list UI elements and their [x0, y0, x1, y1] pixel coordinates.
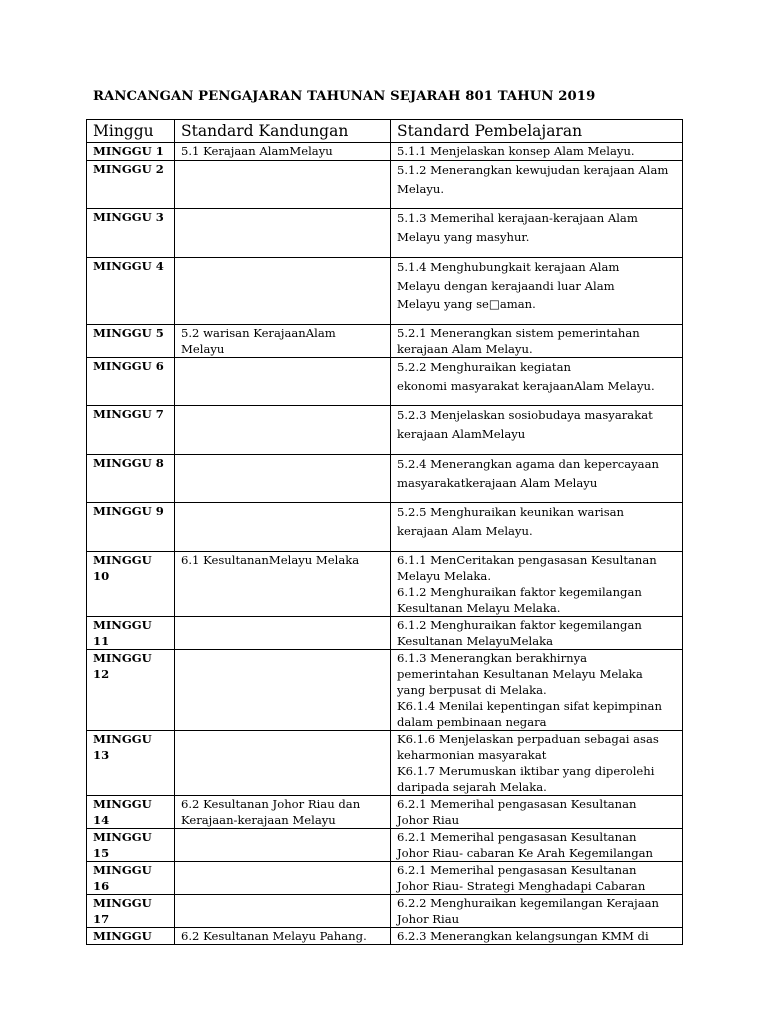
cell-line: 6.2.1 Memerihal pengasasan Kesultanan: [397, 797, 637, 811]
cell-line: MINGGU 5: [93, 326, 164, 340]
cell-line: Melayu: [181, 342, 225, 356]
cell-line: 5.2.2 Menghuraikan kegiatan: [397, 360, 571, 374]
table-row: [87, 209, 683, 258]
standard-pembelajaran-cell: [391, 552, 683, 617]
table-header-row: [87, 120, 683, 143]
cell-line: 6.2.1 Memerihal pengasasan Kesultanan: [397, 830, 637, 844]
cell-line: 5.1.2 Menerangkan kewujudan kerajaan Alam: [397, 163, 669, 177]
standard-kandungan-cell: [175, 928, 391, 945]
standard-pembelajaran-cell: [391, 455, 683, 503]
cell-line: 17: [93, 912, 110, 926]
standard-pembelajaran-cell: [391, 143, 683, 161]
cell-line: 5.1.3 Memerihal kerajaan-kerajaan Alam: [397, 211, 638, 225]
cell-line: 5.2.4 Menerangkan agama dan kepercayaan: [397, 457, 659, 471]
standard-kandungan-cell: [175, 258, 391, 325]
standard-pembelajaran-cell: [391, 406, 683, 455]
standard-pembelajaran-cell: [391, 358, 683, 406]
cell-line: pemerintahan Kesultanan Melayu Melaka: [397, 667, 643, 681]
week-cell: [87, 143, 175, 161]
table-row: [87, 862, 683, 895]
table-row: [87, 358, 683, 406]
cell-line: MINGGU 8: [93, 456, 164, 470]
cell-line: kerajaan Alam Melayu.: [397, 342, 533, 356]
week-cell: [87, 503, 175, 552]
cell-line: 6.2.3 Menerangkan kelangsungan KMM di: [397, 929, 649, 943]
cell-line: 12: [93, 667, 110, 681]
standard-pembelajaran-cell: [391, 209, 683, 258]
cell-line: Melayu yang masyhur.: [397, 229, 530, 244]
cell-line: ekonomi masyarakat kerajaanAlam Melayu.: [397, 378, 655, 393]
standard-kandungan-cell: [175, 406, 391, 455]
cell-line: 15: [93, 846, 110, 860]
cell-line: 11: [93, 634, 110, 648]
table-row: [87, 552, 683, 617]
week-cell: [87, 552, 175, 617]
cell-line: MINGGU: [93, 553, 152, 567]
cell-line: 10: [93, 569, 110, 583]
cell-line: K6.1.7 Merumuskan iktibar yang diperolehi: [397, 764, 655, 778]
week-cell: [87, 325, 175, 358]
week-cell: [87, 928, 175, 945]
cell-line: dalam pembinaan negara: [397, 715, 547, 729]
standard-kandungan-cell: [175, 895, 391, 928]
cell-line: 14: [93, 813, 110, 827]
cell-line: 5.2.1 Menerangkan sistem pemerintahan: [397, 326, 640, 340]
week-cell: [87, 209, 175, 258]
cell-line: 6.2.2 Menghuraikan kegemilangan Kerajaan: [397, 896, 659, 910]
week-cell: [87, 650, 175, 731]
week-cell: [87, 731, 175, 796]
cell-line: MINGGU: [93, 618, 152, 632]
standard-pembelajaran-cell: [391, 796, 683, 829]
standard-kandungan-cell: [175, 829, 391, 862]
table-row: [87, 258, 683, 325]
cell-line: Melayu.: [397, 181, 445, 196]
table-row: [87, 796, 683, 829]
standard-kandungan-cell: [175, 617, 391, 650]
cell-line: MINGGU: [93, 797, 152, 811]
cell-line: daripada sejarah Melaka.: [397, 780, 547, 794]
cell-line: MINGGU: [93, 863, 152, 877]
cell-line: kerajaan AlamMelayu: [397, 426, 526, 441]
cell-line: yang berpusat di Melaka.: [397, 683, 547, 697]
week-cell: [87, 358, 175, 406]
cell-line: MINGGU 3: [93, 210, 164, 224]
standard-pembelajaran-cell: [391, 258, 683, 325]
header-standard-pembelajaran: Standard Pembelajaran: [391, 120, 683, 143]
table-row: [87, 325, 683, 358]
standard-pembelajaran-cell: [391, 895, 683, 928]
cell-line: 6.1.3 Menerangkan berakhirnya: [397, 651, 588, 665]
table-row: [87, 731, 683, 796]
cell-line: Kesultanan MelayuMelaka: [397, 634, 554, 648]
cell-line: Kesultanan Melayu Melaka.: [397, 601, 561, 615]
cell-line: Melayu yang se□aman.: [397, 297, 536, 311]
standard-kandungan-cell: [175, 143, 391, 161]
standard-pembelajaran-cell: [391, 928, 683, 945]
cell-line: 5.2.3 Menjelaskan sosiobudaya masyarakat: [397, 408, 653, 422]
cell-line: MINGGU: [93, 830, 152, 844]
standard-pembelajaran-cell: [391, 862, 683, 895]
cell-line: Melayu Melaka.: [397, 569, 492, 583]
table-row: [87, 617, 683, 650]
standard-kandungan-cell: [175, 325, 391, 358]
cell-line: 16: [93, 879, 110, 893]
standard-kandungan-cell: [175, 650, 391, 731]
standard-kandungan-cell: [175, 796, 391, 829]
standard-pembelajaran-cell: [391, 161, 683, 209]
cell-line: 6.1.2 Menghuraikan faktor kegemilangan: [397, 585, 642, 599]
cell-line: Johor Riau- Strategi Menghadapi Cabaran: [397, 879, 646, 893]
cell-line: MINGGU 1: [93, 144, 164, 158]
standard-kandungan-cell: [175, 209, 391, 258]
table-row: [87, 161, 683, 209]
cell-line: 5.1 Kerajaan AlamMelayu: [181, 144, 333, 158]
standard-pembelajaran-cell: [391, 503, 683, 552]
cell-line: Melayu dengan kerajaandi luar Alam: [397, 278, 615, 293]
table-row: [87, 406, 683, 455]
header-minggu: Minggu: [87, 120, 175, 143]
teaching-plan-table: [86, 119, 683, 945]
standard-pembelajaran-cell: [391, 617, 683, 650]
cell-line: Johor Riau: [397, 912, 460, 926]
cell-line: MINGGU: [93, 896, 152, 910]
table-row: [87, 455, 683, 503]
table-row: [87, 650, 683, 731]
cell-line: MINGGU: [93, 651, 152, 665]
header-standard-kandungan: Standard Kandungan: [175, 120, 391, 143]
week-cell: [87, 455, 175, 503]
table-body: [87, 143, 683, 945]
table-row: [87, 928, 683, 945]
week-cell: [87, 862, 175, 895]
cell-line: keharmonian masyarakat: [397, 748, 547, 762]
week-cell: [87, 406, 175, 455]
cell-line: MINGGU 9: [93, 504, 164, 518]
cell-line: Johor Riau- cabaran Ke Arah Kegemilangan: [397, 846, 654, 860]
cell-line: K6.1.6 Menjelaskan perpaduan sebagai asas: [397, 732, 659, 746]
standard-pembelajaran-cell: [391, 325, 683, 358]
cell-line: MINGGU: [93, 929, 152, 943]
table-row: [87, 895, 683, 928]
cell-line: MINGGU 4: [93, 259, 164, 273]
week-cell: [87, 796, 175, 829]
cell-line: 5.2 warisan KerajaanAlam: [181, 326, 336, 340]
cell-line: 6.1.2 Menghuraikan faktor kegemilangan: [397, 618, 642, 632]
standard-kandungan-cell: [175, 358, 391, 406]
cell-line: MINGGU 6: [93, 359, 164, 373]
cell-line: 6.1 KesultananMelayu Melaka: [181, 553, 360, 567]
cell-line: 6.2 Kesultanan Johor Riau dan: [181, 797, 361, 811]
cell-line: 6.1.1 MenCeritakan pengasasan Kesultanan: [397, 553, 657, 567]
standard-pembelajaran-cell: [391, 731, 683, 796]
cell-line: Kerajaan-kerajaan Melayu: [181, 813, 336, 827]
cell-line: masyarakatkerajaan Alam Melayu: [397, 475, 598, 490]
standard-kandungan-cell: [175, 731, 391, 796]
standard-kandungan-cell: [175, 503, 391, 552]
cell-line: Johor Riau: [397, 813, 460, 827]
week-cell: [87, 829, 175, 862]
table-row: [87, 503, 683, 552]
cell-line: 5.1.4 Menghubungkait kerajaan Alam: [397, 260, 620, 274]
standard-kandungan-cell: [175, 161, 391, 209]
cell-line: 6.2 Kesultanan Melayu Pahang.: [181, 929, 367, 943]
week-cell: [87, 617, 175, 650]
standard-pembelajaran-cell: [391, 829, 683, 862]
standard-kandungan-cell: [175, 862, 391, 895]
week-cell: [87, 895, 175, 928]
standard-kandungan-cell: [175, 455, 391, 503]
cell-line: kerajaan Alam Melayu.: [397, 523, 533, 538]
document-title: RANCANGAN PENGAJARAN TAHUNAN SEJARAH 801 TAHUN 2019: [93, 89, 596, 104]
table-row: [87, 829, 683, 862]
cell-line: MINGGU: [93, 732, 152, 746]
week-cell: [87, 258, 175, 325]
standard-pembelajaran-cell: [391, 650, 683, 731]
cell-line: K6.1.4 Menilai kepentingan sifat kepimpinan: [397, 699, 662, 713]
standard-kandungan-cell: [175, 552, 391, 617]
week-cell: [87, 161, 175, 209]
cell-line: 5.1.1 Menjelaskan konsep Alam Melayu.: [397, 144, 635, 158]
table-row: [87, 143, 683, 161]
cell-line: 13: [93, 748, 110, 762]
cell-line: MINGGU 2: [93, 162, 164, 176]
cell-line: MINGGU 7: [93, 407, 164, 421]
cell-line: 6.2.1 Memerihal pengasasan Kesultanan: [397, 863, 637, 877]
cell-line: 5.2.5 Menghuraikan keunikan warisan: [397, 505, 625, 519]
